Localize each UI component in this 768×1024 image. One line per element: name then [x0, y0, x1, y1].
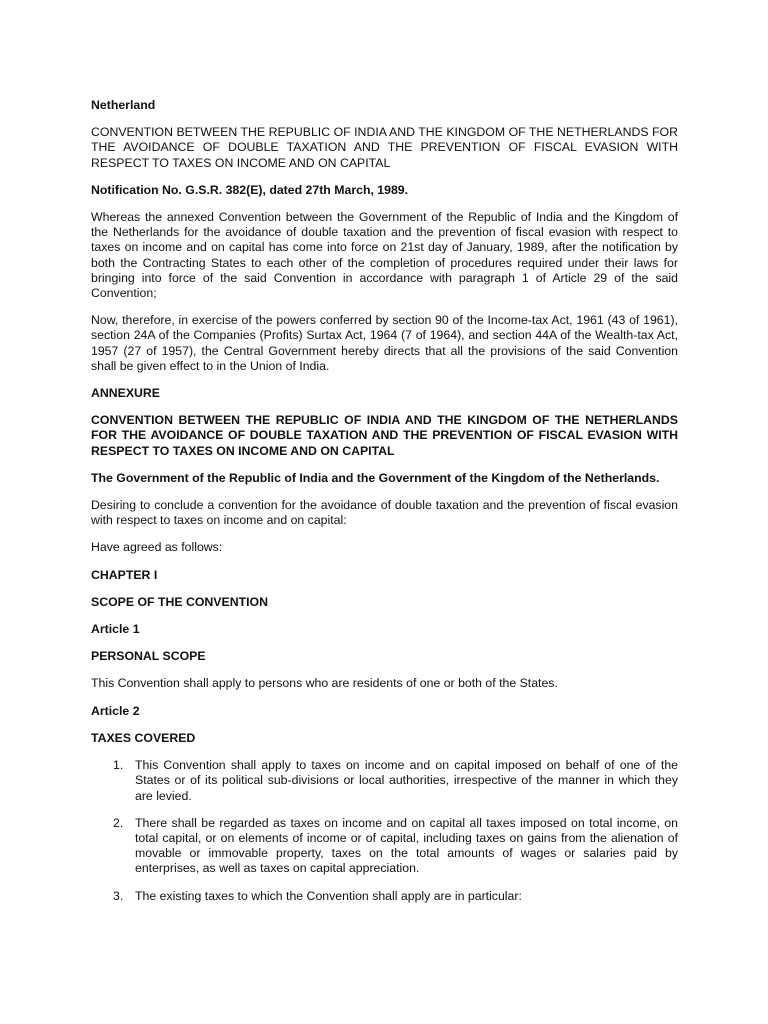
desiring-paragraph: Desiring to conclude a convention for the avoidance of double taxation and the prevention of fiscal evasion with respect to taxes on income and on capital: — [91, 498, 678, 528]
article-2-list — [91, 758, 678, 904]
notification-line: Notification No. G.S.R. 382(E), dated 27th March, 1989. — [91, 182, 409, 197]
taxes-covered-heading: TAXES COVERED — [91, 730, 196, 745]
article-1-text: This Convention shall apply to persons who are residents of one or both of the States. — [91, 676, 558, 691]
article-1-heading: Article 1 — [91, 622, 140, 637]
list-item-number: 1. — [113, 758, 124, 773]
chapter-heading: CHAPTER I — [91, 567, 158, 582]
parties-line: The Government of the Republic of India and the Government of the Kingdom of the Netherlands. — [91, 470, 660, 485]
article-2-heading: Article 2 — [91, 703, 140, 718]
annexure-heading: ANNEXURE — [91, 386, 161, 401]
list-item-text: This Convention shall apply to taxes on income and on capital imposed on behalf of one of the States or of its political sub-divisions or local authorities, irrespective of the manner in which they are levied. — [135, 758, 678, 803]
personal-scope-heading: PERSONAL SCOPE — [91, 649, 206, 664]
list-item — [91, 816, 678, 877]
list-item-number: 2. — [113, 815, 124, 830]
list-item-text: There shall be regarded as taxes on income and on capital all taxes imposed on total income, on total capital, or on elements of income or of capital, including taxes on gains from the alienation of movable or immovable property, taxes on the total amounts of wages or salaries paid by enterprises, as well as taxes on capital appreciation. — [135, 815, 678, 876]
country-heading: Netherland — [91, 98, 156, 112]
list-item — [91, 889, 678, 904]
list-item — [91, 758, 678, 804]
scope-heading: SCOPE OF THE CONVENTION — [91, 594, 268, 609]
list-item-text: The existing taxes to which the Convention shall apply are in particular: — [135, 888, 522, 903]
agreed-line: Have agreed as follows: — [91, 540, 223, 555]
list-item-number: 3. — [113, 888, 124, 903]
now-therefore-paragraph: Now, therefore, in exercise of the powers conferred by section 90 of the Income-tax Act, 1961 (43 of 1961), section 24A of the Companies (Profits) Surtax Act, 1964 (7 of 1964), and section 44A of the Wealth-tax Act, 1957 (27 of 1957), the Central Government hereby directs that all the provisions of the said Convention shall be given effect to in the Union of India. — [91, 313, 678, 373]
annexure-title: CONVENTION BETWEEN THE REPUBLIC OF INDIA AND THE KINGDOM OF THE NETHERLANDS FOR THE AVOIDANCE OF DOUBLE TAXATION AND THE PREVENTION OF FISCAL EVASION WITH RESPECT TO TAXES ON INCOME AND ON CAPITAL — [91, 413, 678, 458]
whereas-paragraph: Whereas the annexed Convention between the Government of the Republic of India and the Kingdom of the Netherlands for the avoidance of double taxation and the prevention of fiscal evasion with respect to taxes on income and on capital has come into force on 21st day of January, 1989, after the notification by both the Contracting States to each other of the completion of procedures required under their laws for bringing into force of the said Convention in accordance with paragraph 1 of Article 29 of the said Convention; — [91, 210, 678, 301]
document-title: CONVENTION BETWEEN THE REPUBLIC OF INDIA AND THE KINGDOM OF THE NETHERLANDS FOR THE AVOIDANCE OF DOUBLE TAXATION AND THE PREVENTION OF FISCAL EVASION WITH RESPECT TO TAXES ON INCOME AND ON CAPITAL — [91, 125, 678, 170]
